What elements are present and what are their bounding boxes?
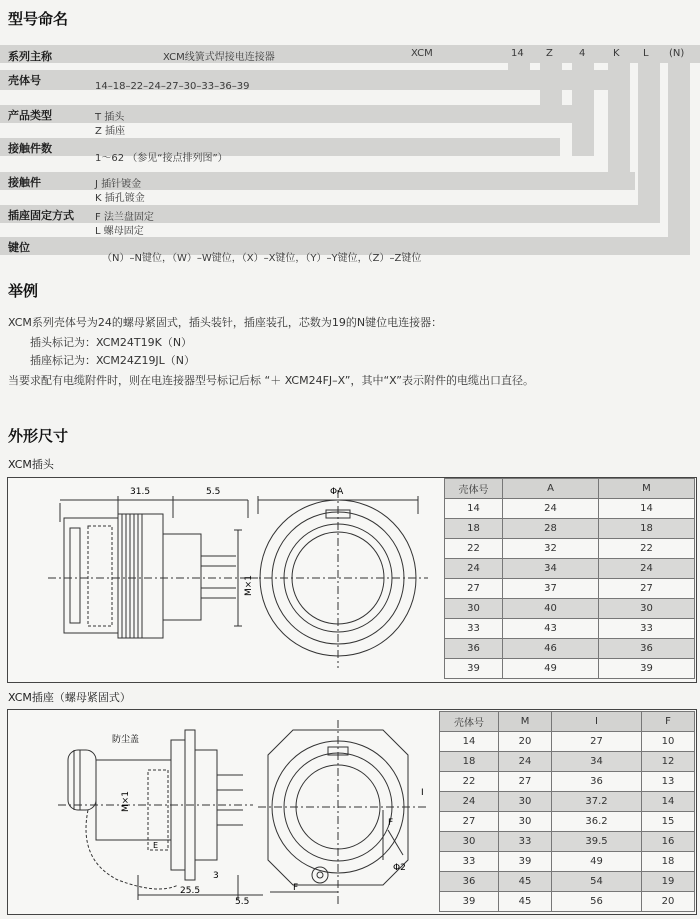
plug-col-header: M (599, 479, 695, 499)
table-cell: 12 (641, 752, 694, 772)
table-cell: 46 (503, 639, 599, 659)
table-cell: 49 (552, 852, 642, 872)
table-cell: 22 (599, 539, 695, 559)
table-cell: 24 (440, 792, 499, 812)
outline-heading: 外形尺寸 (8, 427, 69, 445)
table-cell: 34 (503, 559, 599, 579)
contact-item: K 插孔镀金 (95, 193, 145, 204)
table-cell: 36 (440, 872, 499, 892)
example-line: XCM系列壳体号为24的螺母紧固式，插头装针，插座装孔，芯数为19的N键位电连接器： (8, 316, 443, 329)
table-cell: 45 (499, 872, 552, 892)
code-count: 4 (579, 48, 586, 59)
table-cell: 24 (445, 559, 503, 579)
table-cell: 20 (499, 732, 552, 752)
table-row (445, 559, 695, 579)
table-row (445, 659, 695, 679)
dim-5-5: 5.5 (206, 487, 221, 497)
table-row (445, 519, 695, 539)
socket-drawing (8, 710, 438, 914)
table-cell: 45 (499, 892, 552, 912)
table-cell: 36 (445, 639, 503, 659)
table-cell: 14 (440, 732, 499, 752)
mount-item: F 法兰盘固定 (95, 212, 154, 223)
code-mount: L (643, 48, 649, 59)
table-cell: 27 (499, 772, 552, 792)
dim-f: F (293, 883, 299, 893)
code-series: XCM (411, 48, 433, 59)
dim-phi-a: ΦA (330, 487, 344, 497)
socket-dimension-table (439, 711, 695, 912)
table-cell: 30 (499, 792, 552, 812)
plug-col-header: 壳体号 (445, 479, 503, 499)
dim-25-5: 25.5 (180, 886, 201, 896)
series-value: XCM线簧式焊接电连接器 (163, 52, 275, 63)
table-cell: 36 (552, 772, 642, 792)
socket-col-header: I (552, 712, 642, 732)
table-cell: 36.2 (552, 812, 642, 832)
table-cell: 20 (641, 892, 694, 912)
product-item: T 插头 (95, 112, 125, 123)
table-cell: 27 (599, 579, 695, 599)
table-row (445, 539, 695, 559)
table-cell: 30 (599, 599, 695, 619)
table-cell: 28 (503, 519, 599, 539)
table-cell: 56 (552, 892, 642, 912)
table-row (445, 499, 695, 519)
dim-socket-5-5: 5.5 (235, 897, 250, 907)
table-cell: 30 (440, 832, 499, 852)
table-cell: 39 (599, 659, 695, 679)
table-cell: 18 (445, 519, 503, 539)
dim-socket-m: M×1 (121, 790, 131, 812)
socket-col-header: 壳体号 (440, 712, 499, 732)
table-row (440, 752, 695, 772)
table-cell: 22 (445, 539, 503, 559)
plug-title: XCM插头 (8, 458, 54, 471)
plug-dimension-table (444, 478, 695, 679)
table-cell: 33 (499, 832, 552, 852)
table-cell: 33 (445, 619, 503, 639)
table-row (440, 832, 695, 852)
band-product (0, 105, 585, 123)
table-row (445, 619, 695, 639)
key-label: 键位 (8, 241, 30, 254)
table-cell: 18 (599, 519, 695, 539)
table-cell: 10 (641, 732, 694, 752)
band-count (0, 138, 560, 156)
count-label: 接触件数 (8, 142, 52, 155)
table-cell: 30 (445, 599, 503, 619)
mount-item: L 螺母固定 (95, 226, 144, 237)
table-cell: 32 (503, 539, 599, 559)
code-contact: K (613, 48, 620, 59)
count-value: 1～62 （参见“接点排列图”） (95, 153, 228, 164)
table-row (440, 892, 695, 912)
table-row (445, 639, 695, 659)
code-key: (N) (669, 48, 685, 59)
table-cell: 27 (440, 812, 499, 832)
table-cell: 37.2 (552, 792, 642, 812)
table-cell: 43 (503, 619, 599, 639)
table-row (440, 812, 695, 832)
table-cell: 40 (503, 599, 599, 619)
table-cell: 27 (445, 579, 503, 599)
table-cell: 19 (641, 872, 694, 892)
table-cell: 18 (641, 852, 694, 872)
table-cell: 54 (552, 872, 642, 892)
table-cell: 13 (641, 772, 694, 792)
key-value: （N）–N键位，（W）–W键位，（X）–X键位，（Y）–Y键位，（Z）–Z键位 (102, 253, 422, 264)
table-cell: 14 (599, 499, 695, 519)
dim-i: I (421, 788, 424, 798)
table-cell: 24 (503, 499, 599, 519)
table-cell: 39.5 (552, 832, 642, 852)
shell-value: 14–18–22–24–27–30–33–36–39 (95, 81, 250, 92)
code-product: Z (546, 48, 553, 59)
plug-col-header: A (503, 479, 599, 499)
example-line: 插头标记为：XCM24T19K（N） (30, 336, 193, 349)
example-line: 当要求配有电缆附件时，则在电连接器型号标记后标 “＋ XCM24FJ–X”，其中“X”表示附件的电缆出口直径。 (8, 374, 534, 387)
example-line: 插座标记为：XCM24Z19JL（N） (30, 354, 196, 367)
table-cell: 14 (445, 499, 503, 519)
table-cell: 16 (641, 832, 694, 852)
naming-heading: 型号命名 (8, 10, 69, 28)
label-dust-cover: 防尘盖 (112, 735, 140, 745)
table-cell: 34 (552, 752, 642, 772)
band-series (0, 45, 700, 63)
socket-col-header: F (641, 712, 694, 732)
table-cell: 18 (440, 752, 499, 772)
dim-m: M×1 (244, 574, 254, 596)
table-cell: 15 (641, 812, 694, 832)
table-row (440, 772, 695, 792)
table-cell: 39 (445, 659, 503, 679)
mount-label: 插座固定方式 (8, 209, 74, 222)
table-cell: 39 (440, 892, 499, 912)
code-shell: 14 (511, 48, 524, 59)
dim-phi2: Φ2 (393, 863, 406, 873)
socket-title: XCM插座（螺母紧固式） (8, 691, 131, 704)
product-label: 产品类型 (8, 109, 52, 122)
socket-col-header: M (499, 712, 552, 732)
table-cell: 39 (499, 852, 552, 872)
table-row (445, 579, 695, 599)
table-cell: 49 (503, 659, 599, 679)
table-row (440, 732, 695, 752)
table-cell: 36 (599, 639, 695, 659)
table-cell: 27 (552, 732, 642, 752)
table-row (440, 792, 695, 812)
table-cell: 37 (503, 579, 599, 599)
table-row (440, 872, 695, 892)
table-cell: 14 (641, 792, 694, 812)
product-item: Z 插座 (95, 126, 126, 137)
table-cell: 30 (499, 812, 552, 832)
shell-label: 壳体号 (8, 74, 41, 87)
table-cell: 33 (599, 619, 695, 639)
dim-3: 3 (213, 871, 219, 881)
table-cell: 24 (499, 752, 552, 772)
series-label: 系列主称 (8, 50, 52, 63)
table-cell: 22 (440, 772, 499, 792)
table-row (445, 599, 695, 619)
contact-item: J 插针镀金 (95, 179, 142, 190)
dim-31-5: 31.5 (130, 487, 151, 497)
dim-e: E (153, 841, 159, 850)
dim-f2: F (388, 818, 394, 828)
contact-label: 接触件 (8, 176, 41, 189)
example-heading: 举例 (8, 282, 39, 300)
plug-drawing (8, 478, 444, 682)
table-cell: 24 (599, 559, 695, 579)
table-cell: 33 (440, 852, 499, 872)
table-row (440, 852, 695, 872)
